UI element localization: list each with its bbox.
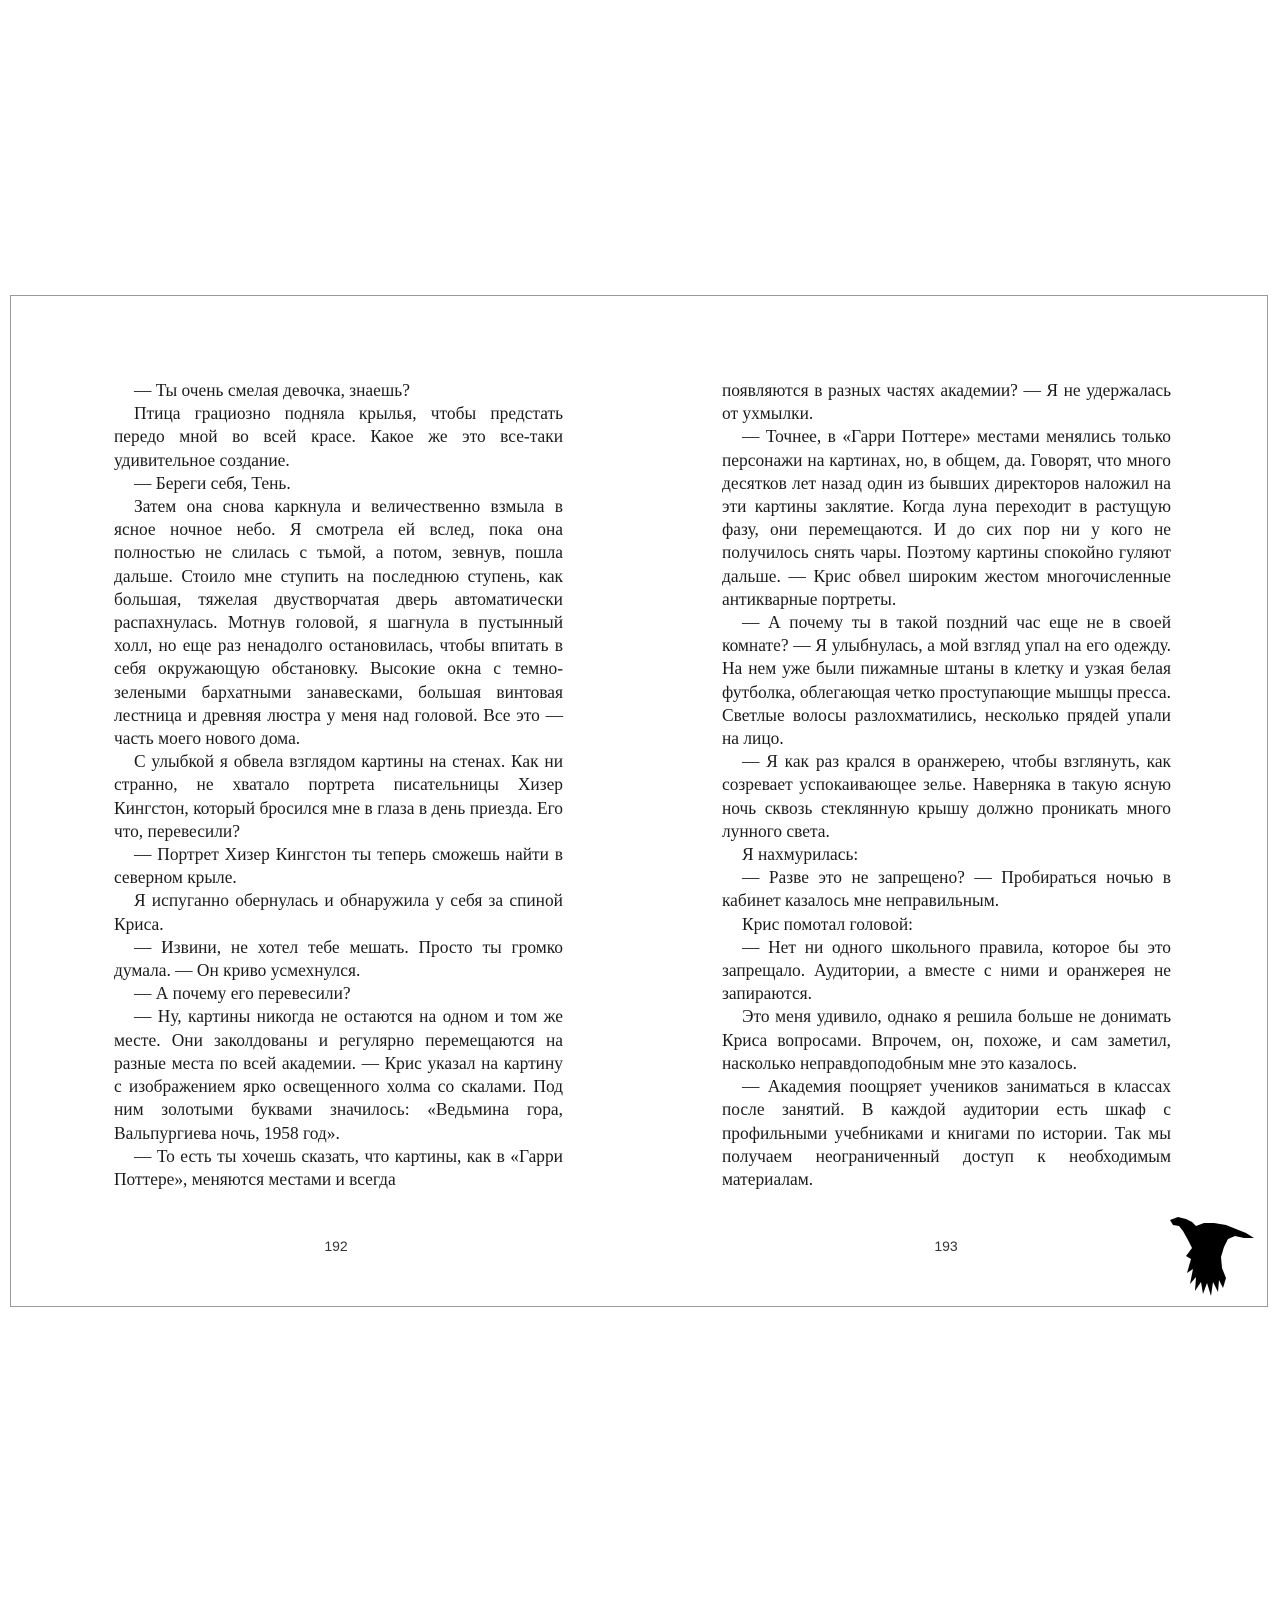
paragraph: — Портрет Хизер Кингстон ты теперь сможешь найти в северном крыле. xyxy=(114,844,563,888)
paragraph: — Ты очень смелая девочка, знаешь? xyxy=(134,380,410,400)
paragraph: Это меня удивило, однако я решила больше не донимать Криса вопросами. Впрочем, он, похоже, и сам заметил, насколько неправдоподобным мне это казалось. xyxy=(722,1006,1171,1073)
paragraph: — Береги себя, Тень. xyxy=(134,472,291,493)
page-number-left: 192 xyxy=(324,1238,348,1254)
paragraph: Затем она снова каркнула и величественно взмыла в ясное ночное небо. Я смотрела ей вслед, пока она полностью не слилась с тьмой, а потом, зевнув, пошла дальше. Стоило мне ступить на последнюю ступень, как большая, тяжелая двустворчатая дверь автоматически распахнулась. Мотнув головой, я шагнула в пустынный холл, но еще раз ненадолго остановилась, чтобы впитать в себя окружающую обстановку. Высокие окна с темно-зелеными бархатными занавесками, большая винтовая лестница и древняя люстра у меня над головой. Все это — часть моего нового дома. xyxy=(114,496,563,749)
paragraph: — Я как раз крался в оранжерею, чтобы взглянуть, как созревает успокаивающее зелье. Наверняка в такую ясную ночь сквозь стеклянную крышу должно проникать много лунного света. xyxy=(722,751,1171,841)
paragraph: — Академия поощряет учеников заниматься в классах после занятий. В каждой аудитории есть шкаф с профильными учебниками и книгами по истории. Так мы получаем неограниченный доступ к необходимым материалам. xyxy=(722,1076,1171,1189)
paragraph: — Ну, картины никогда не остаются на одном и том же месте. Они заколдованы и регулярно перемещаются на разные места по всей академии. — Крис указал на картину с изображением ярко освещенного холма со скалами. Под ним золотыми буквами значилось: «Ведьмина гора, Вальпургиева ночь, 1958 год». xyxy=(114,1006,563,1143)
paragraph: — Извини, не хотел тебе мешать. Просто ты громко думала. — Он криво усмехнулся. xyxy=(114,936,563,981)
paragraph: С улыбкой я обвела взглядом картины на стенах. Как ни странно, не хватало портрета писательницы Хизер Кингстон, который бросился мне в глаза в день приезда. Его что, перевесили? xyxy=(114,751,563,841)
continued-paragraph: появляются в разных частях академии? — Я не удержалась от ухмылки. xyxy=(722,380,1171,424)
paragraph: — То есть ты хочешь сказать, что картины, как в «Гарри Поттере», меняются местами и всегда xyxy=(114,1145,563,1189)
paragraph: — Разве это не запрещено? — Пробираться ночью в кабинет казалось мне неправильным. xyxy=(722,867,1171,911)
raven-body xyxy=(1170,1217,1254,1296)
paragraph: — А почему ты в такой поздний час еще не в своей комнате? — Я улыбнулась, а мой взгляд упал на его одежду. На нем уже были пижамные штаны в клетку и узкая белая футболка, облегающая четко проступающие мышцы пресса. Светлые волосы разлохматились, несколько прядей упали на лицо. xyxy=(722,612,1171,749)
paragraph: Я нахмурилась: xyxy=(742,844,859,865)
paragraph: — Точнее, в «Гарри Поттере» местами менялись только персонажи на картинах, но, в общем, да. Говорят, что много десятков лет назад один из бывших директоров наложил на эти картины заклятие. Когда луна переходит в растущую фазу, они перемещаются. И до сих пор ни у кого не получилось снять чары. Поэтому картины спокойно гуляют дальше. — Крис обвел широким жестом многочисленные антикварные портреты. xyxy=(722,426,1171,609)
left-page xyxy=(114,379,563,1191)
paragraph: Крис помотал головой: xyxy=(742,913,913,934)
paragraph: — А почему его перевесили? xyxy=(134,983,351,1004)
right-page xyxy=(722,379,1171,1191)
paragraph: Птица грациозно подняла крылья, чтобы предстать передо мной во всей красе. Какое же это все-таки удивительное создание. xyxy=(114,403,563,470)
paragraph: — Нет ни одного школьного правила, которое бы это запрещало. Аудитории, а вместе с ними и оранжерея не запираются. xyxy=(722,936,1171,1004)
raven-silhouette-icon xyxy=(1168,1214,1256,1302)
paragraph: Я испуганно обернулась и обнаружила у себя за спиной Криса. xyxy=(114,890,563,934)
page-number-right: 193 xyxy=(934,1238,958,1254)
book-spread xyxy=(10,295,1268,1307)
